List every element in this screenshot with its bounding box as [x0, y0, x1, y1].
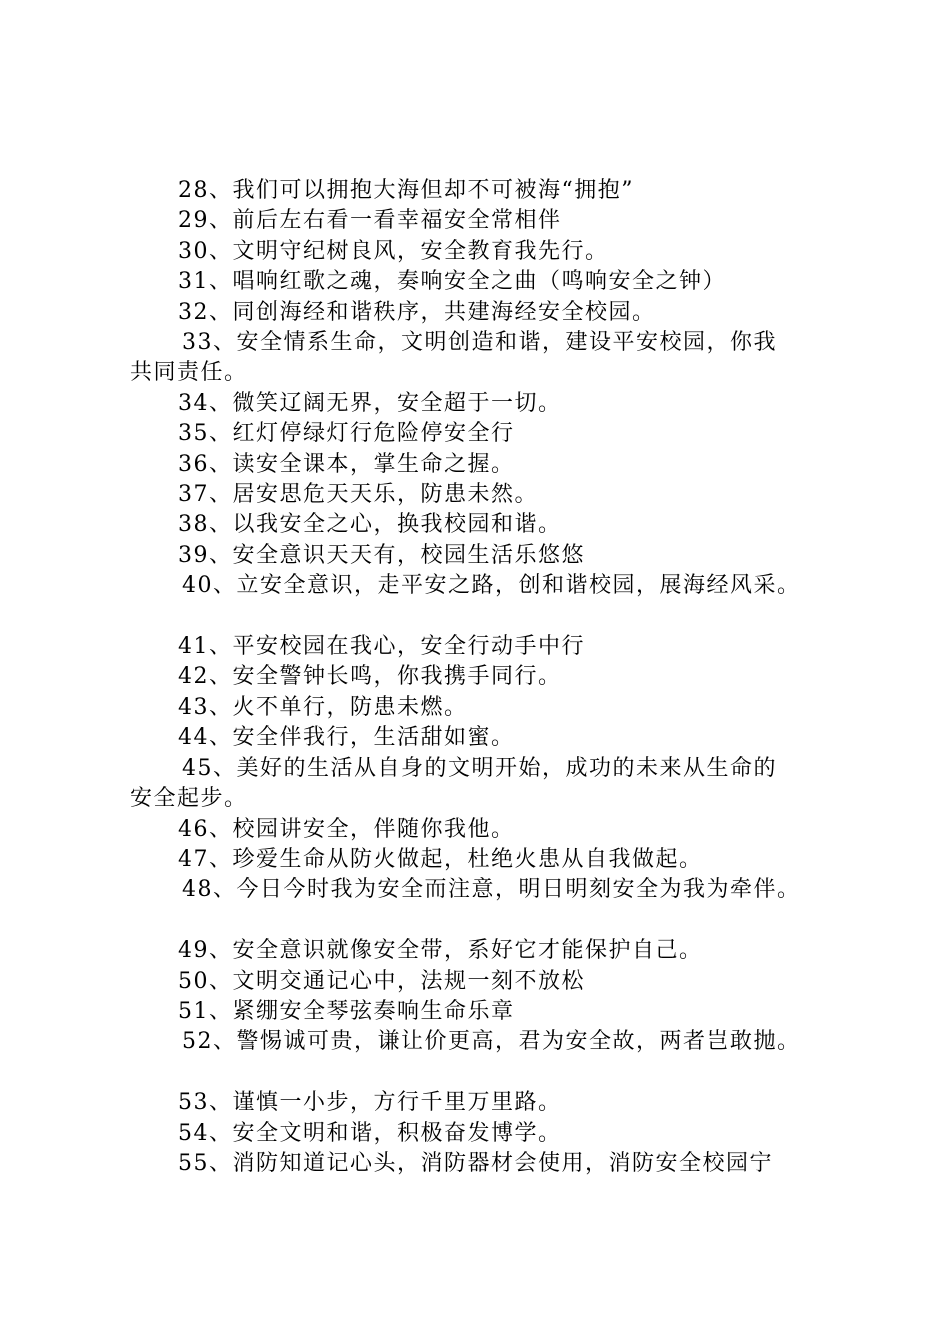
list-item: 42、安全警钟长鸣，你我携手同行。 — [178, 664, 562, 690]
list-item: 37、居安思危天天乐，防患未然。 — [178, 482, 538, 508]
list-item-continuation: 共同责任。 — [130, 360, 248, 386]
list-item: 49、安全意识就像安全带，系好它才能保护自己。 — [178, 938, 703, 964]
list-item: 34、微笑辽阔无界，安全超于一切。 — [178, 390, 562, 416]
paragraph-gap — [130, 906, 870, 936]
list-item: 43、火不单行，防患未燃。 — [178, 694, 468, 720]
list-item: 53、谨慎一小步，方行千里万里路。 — [178, 1090, 562, 1116]
list-item: 28、我们可以拥抱大海但却不可被海“拥抱” — [178, 178, 634, 203]
list-item: 54、安全文明和谐，积极奋发博学。 — [178, 1120, 562, 1146]
list-item: 44、安全伴我行，生活甜如蜜。 — [178, 725, 515, 751]
paragraph-gap — [130, 1058, 870, 1088]
slogan-list — [130, 176, 870, 1179]
list-item: 35、红灯停绿灯行危险停安全行 — [178, 421, 515, 447]
list-item: 32、同创海经和谐秩序，共建海经安全校园。 — [178, 299, 656, 325]
list-item: 39、安全意识天天有，校园生活乐悠悠 — [178, 542, 585, 568]
list-item: 33、安全情系生命，文明创造和谐，建设平安校园，你我 — [182, 330, 777, 356]
list-item: 45、美好的生活从自身的文明开始，成功的未来从生命的 — [182, 755, 777, 781]
list-item: 55、消防知道记心头，消防器材会使用，消防安全校园宁 — [178, 1150, 773, 1176]
list-item: 48、今日今时我为安全而注意，明日明刻安全为我为牵伴。 — [182, 877, 801, 903]
list-item: 52、警惕诚可贵，谦让价更高，君为安全故，两者岂敢抛。 — [182, 1029, 801, 1055]
list-item: 50、文明交通记心中，法规一刻不放松 — [178, 968, 585, 994]
list-item: 51、紧绷安全琴弦奏响生命乐章 — [178, 998, 515, 1024]
list-item: 31、唱响红歌之魂，奏响安全之曲（鸣响安全之钟） — [178, 269, 726, 295]
list-item: 30、文明守纪树良风，安全教育我先行。 — [178, 238, 609, 264]
list-item: 40、立安全意识，走平安之路，创和谐校园，展海经风采。 — [182, 573, 801, 599]
list-item-continuation: 安全起步。 — [130, 786, 248, 812]
list-item: 47、珍爱生命从防火做起，杜绝火患从自我做起。 — [178, 846, 703, 872]
list-item: 41、平安校园在我心，安全行动手中行 — [178, 634, 585, 660]
paragraph-gap — [130, 602, 870, 632]
list-item: 29、前后左右看一看幸福安全常相伴 — [178, 208, 562, 234]
list-item: 36、读安全课本，掌生命之握。 — [178, 451, 515, 477]
list-item: 46、校园讲安全，伴随你我他。 — [178, 816, 515, 842]
list-item: 38、以我安全之心，换我校园和谐。 — [178, 512, 562, 538]
